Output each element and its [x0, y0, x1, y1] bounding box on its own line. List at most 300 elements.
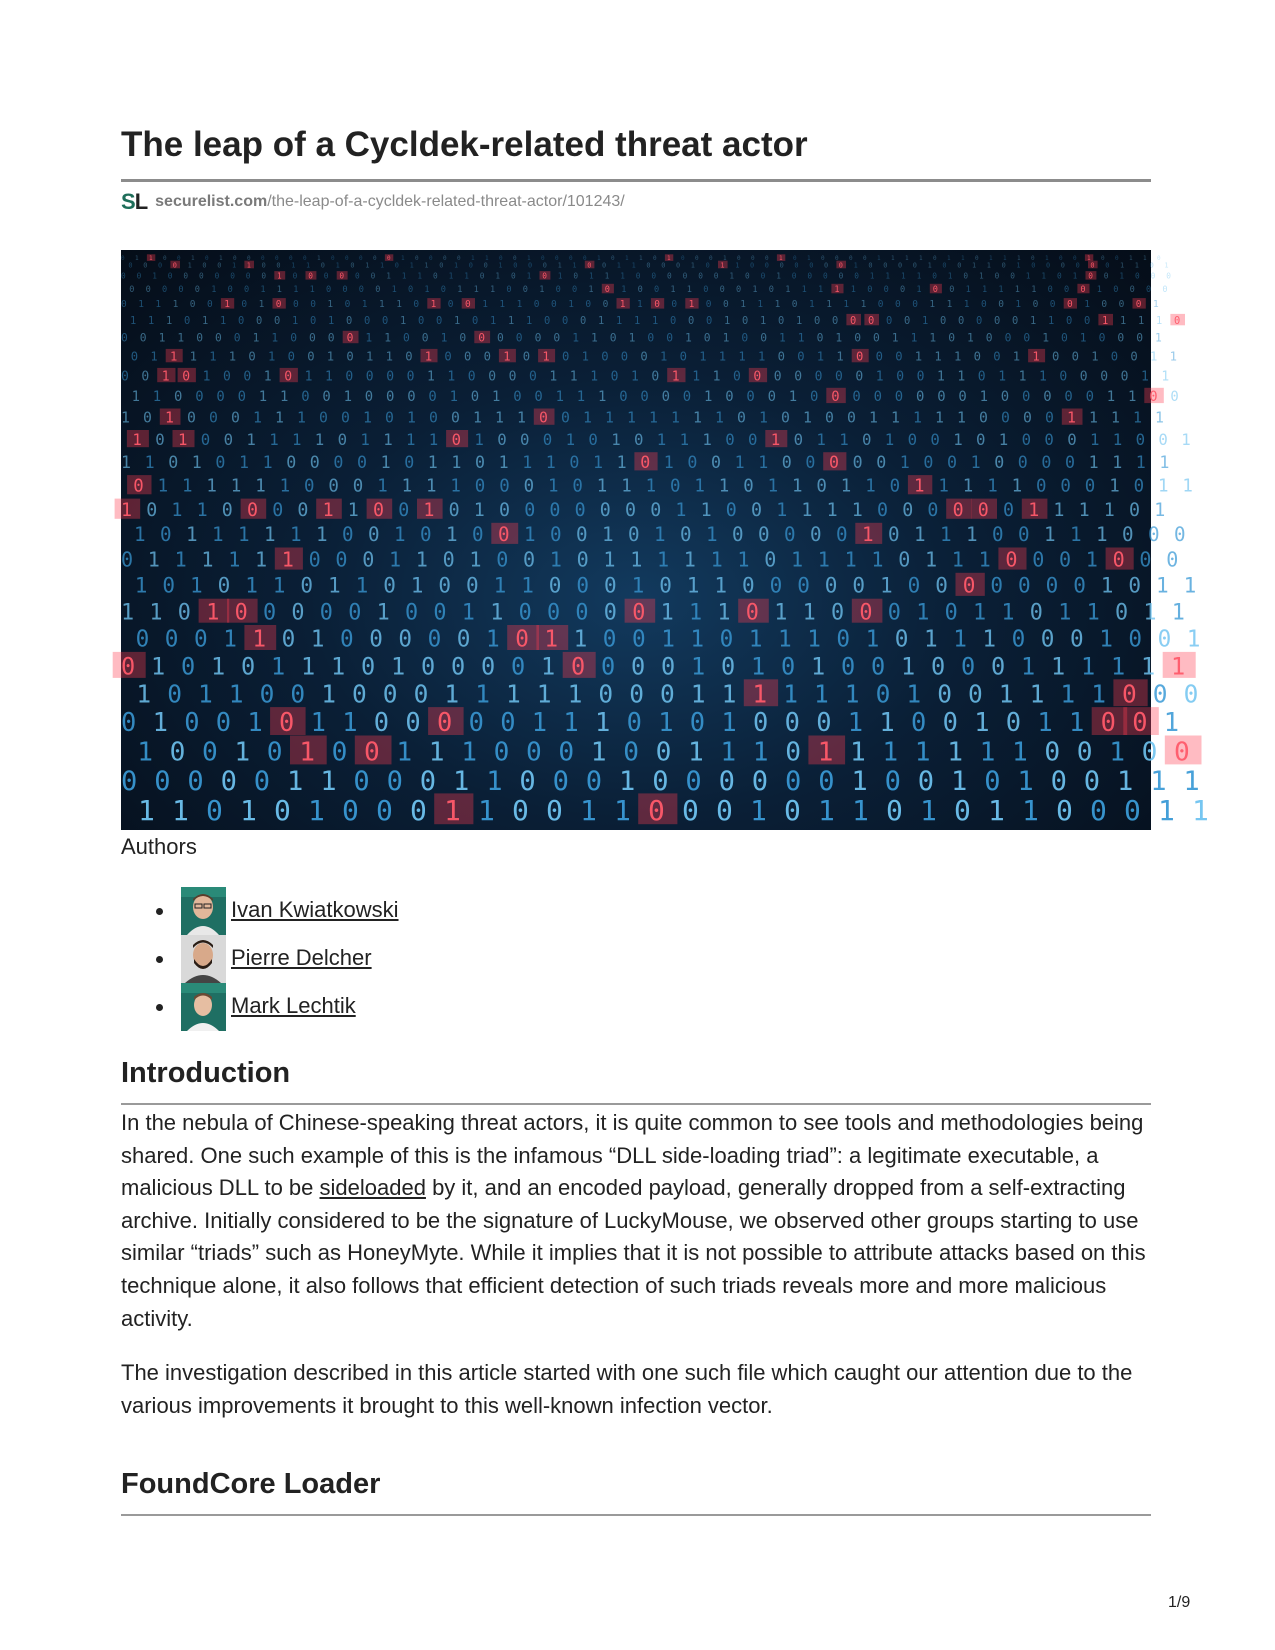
svg-text:1: 1	[689, 600, 703, 626]
svg-text:0: 0	[785, 766, 802, 797]
svg-text:1: 1	[982, 285, 988, 295]
svg-text:0: 0	[433, 600, 447, 626]
svg-text:0: 0	[169, 737, 186, 768]
svg-text:0: 0	[758, 523, 770, 546]
svg-text:0: 0	[547, 600, 561, 626]
svg-text:0: 0	[993, 349, 1001, 364]
svg-text:1: 1	[929, 331, 937, 345]
svg-text:0: 0	[631, 652, 646, 681]
source-domain: securelist.com	[155, 193, 268, 210]
svg-text:0: 0	[751, 766, 769, 797]
svg-text:0: 0	[875, 349, 883, 364]
svg-text:0: 0	[580, 314, 587, 327]
svg-text:0: 0	[992, 523, 1004, 546]
svg-text:0: 0	[292, 271, 298, 281]
svg-text:0: 0	[403, 331, 410, 345]
svg-text:0: 0	[778, 314, 785, 327]
svg-text:0: 0	[753, 707, 769, 738]
svg-text:0: 0	[290, 331, 298, 345]
svg-text:0: 0	[350, 261, 355, 270]
svg-text:0: 0	[440, 285, 446, 295]
svg-text:1: 1	[316, 523, 328, 546]
svg-text:1: 1	[1119, 271, 1125, 281]
svg-text:1: 1	[1001, 600, 1015, 626]
svg-text:1: 1	[580, 794, 597, 827]
svg-text:0: 0	[341, 409, 350, 427]
svg-text:0: 0	[609, 331, 617, 345]
svg-text:0: 0	[143, 409, 152, 427]
svg-text:1: 1	[366, 349, 374, 364]
svg-text:0: 0	[610, 369, 619, 385]
svg-text:0: 0	[576, 547, 589, 572]
svg-text:0: 0	[544, 314, 551, 327]
svg-text:0: 0	[640, 452, 651, 472]
svg-text:1: 1	[1069, 707, 1085, 738]
svg-text:0: 0	[261, 255, 265, 262]
svg-text:0: 0	[259, 679, 275, 709]
svg-text:1: 1	[998, 285, 1004, 295]
svg-text:0: 0	[457, 255, 461, 262]
svg-text:1: 1	[473, 500, 485, 521]
svg-text:1: 1	[228, 679, 244, 709]
svg-text:0: 0	[695, 255, 699, 262]
svg-text:1: 1	[899, 452, 910, 472]
svg-text:0: 0	[1060, 261, 1065, 270]
svg-text:0: 0	[868, 261, 873, 270]
svg-text:1: 1	[1128, 389, 1137, 405]
sideloaded-link[interactable]: sideloaded	[319, 1175, 426, 1201]
svg-text:0: 0	[784, 707, 800, 738]
svg-text:1: 1	[660, 349, 668, 364]
svg-text:1: 1	[853, 261, 858, 270]
source-url[interactable]	[155, 193, 625, 211]
svg-text:0: 0	[162, 573, 176, 598]
svg-text:0: 0	[640, 349, 648, 364]
svg-text:0: 0	[713, 271, 719, 281]
svg-text:1: 1	[593, 452, 603, 472]
svg-text:1: 1	[690, 261, 695, 270]
svg-text:0: 0	[308, 547, 321, 572]
svg-text:1: 1	[914, 349, 923, 364]
svg-text:0: 0	[751, 255, 755, 262]
svg-text:0: 0	[364, 389, 374, 405]
svg-text:1: 1	[924, 626, 938, 653]
svg-text:1: 1	[850, 285, 856, 295]
svg-text:1: 1	[224, 299, 230, 311]
svg-text:0: 0	[215, 707, 232, 738]
svg-text:1: 1	[891, 255, 895, 262]
svg-text:1: 1	[737, 547, 750, 572]
svg-text:1: 1	[779, 255, 783, 262]
svg-text:1: 1	[1181, 429, 1191, 449]
svg-text:1: 1	[927, 261, 932, 270]
svg-text:0: 0	[526, 737, 542, 768]
svg-text:1: 1	[178, 429, 188, 449]
svg-text:1: 1	[565, 429, 576, 449]
svg-text:1: 1	[710, 547, 723, 572]
svg-text:1: 1	[875, 369, 884, 385]
svg-text:0: 0	[558, 737, 575, 768]
svg-text:1: 1	[877, 255, 881, 262]
svg-text:0: 0	[1152, 679, 1168, 709]
svg-text:1: 1	[953, 429, 963, 449]
svg-text:0: 0	[443, 255, 447, 262]
svg-text:1: 1	[922, 314, 929, 327]
svg-text:0: 0	[1003, 500, 1015, 521]
svg-text:1: 1	[454, 261, 459, 270]
svg-text:1: 1	[954, 349, 962, 364]
svg-text:0: 0	[767, 389, 776, 405]
svg-text:0: 0	[468, 261, 473, 270]
svg-text:0: 0	[158, 261, 163, 270]
svg-text:0: 0	[1067, 299, 1073, 311]
svg-text:1: 1	[818, 285, 824, 295]
svg-text:1: 1	[314, 429, 325, 449]
svg-text:1: 1	[693, 409, 702, 427]
svg-text:0: 0	[220, 766, 237, 797]
svg-text:0: 0	[533, 299, 540, 311]
svg-text:0: 0	[760, 331, 768, 345]
svg-text:0: 0	[721, 652, 736, 681]
svg-text:1: 1	[807, 626, 821, 653]
svg-text:0: 0	[764, 261, 769, 270]
svg-text:0: 0	[569, 452, 580, 472]
svg-text:1: 1	[144, 452, 155, 472]
svg-text:0: 0	[522, 349, 531, 364]
svg-text:1: 1	[715, 409, 724, 427]
svg-text:0: 0	[437, 707, 453, 738]
svg-text:0: 0	[1031, 261, 1036, 270]
svg-text:1: 1	[634, 314, 641, 327]
svg-text:0: 0	[342, 794, 359, 827]
svg-text:0: 0	[429, 409, 438, 427]
svg-text:1: 1	[865, 626, 880, 653]
svg-text:0: 0	[930, 429, 940, 449]
svg-text:0: 0	[832, 314, 839, 327]
svg-text:0: 0	[732, 523, 744, 546]
svg-text:0: 0	[952, 500, 964, 521]
svg-text:0: 0	[793, 429, 804, 449]
svg-text:1: 1	[246, 261, 251, 270]
author-link[interactable]: Pierre Delcher	[231, 945, 372, 970]
svg-text:0: 0	[1061, 331, 1068, 345]
svg-text:1: 1	[604, 271, 610, 281]
svg-text:1: 1	[262, 452, 273, 472]
svg-text:0: 0	[629, 679, 644, 709]
svg-text:0: 0	[760, 271, 766, 281]
svg-text:1: 1	[937, 369, 945, 385]
svg-text:1: 1	[947, 271, 953, 281]
svg-text:1: 1	[258, 389, 268, 405]
svg-text:0: 0	[873, 331, 880, 345]
svg-text:1: 1	[1011, 476, 1023, 497]
svg-text:0: 0	[497, 331, 504, 345]
svg-text:1: 1	[843, 299, 850, 311]
svg-text:0: 0	[1059, 255, 1063, 262]
svg-text:1: 1	[1053, 500, 1065, 521]
svg-text:1: 1	[239, 452, 249, 472]
svg-text:1: 1	[891, 331, 899, 345]
svg-text:0: 0	[447, 299, 454, 311]
svg-text:1: 1	[814, 679, 829, 709]
svg-text:0: 0	[472, 523, 484, 546]
svg-text:1: 1	[802, 600, 816, 626]
svg-text:1: 1	[149, 255, 153, 262]
svg-text:1: 1	[424, 285, 430, 295]
svg-text:1: 1	[998, 429, 1009, 449]
svg-text:0: 0	[415, 255, 419, 262]
svg-text:0: 0	[849, 255, 853, 262]
svg-text:1: 1	[401, 476, 413, 497]
svg-text:0: 0	[500, 707, 516, 738]
svg-text:1: 1	[281, 547, 294, 572]
svg-text:1: 1	[826, 500, 838, 521]
svg-text:0: 0	[233, 255, 237, 262]
svg-text:1: 1	[621, 285, 627, 295]
svg-text:1: 1	[1186, 626, 1201, 653]
svg-text:1: 1	[475, 679, 490, 709]
svg-text:1: 1	[130, 314, 137, 327]
svg-text:0: 0	[1120, 369, 1129, 385]
svg-text:0: 0	[361, 652, 376, 681]
svg-text:0: 0	[346, 314, 353, 327]
svg-text:1: 1	[508, 314, 515, 327]
svg-text:1: 1	[516, 299, 523, 311]
svg-text:1: 1	[498, 452, 509, 472]
svg-text:0: 0	[154, 766, 171, 797]
svg-text:0: 0	[281, 626, 296, 653]
svg-text:1: 1	[722, 331, 730, 345]
svg-text:1: 1	[583, 409, 592, 427]
svg-text:1: 1	[589, 271, 594, 281]
svg-text:0: 0	[130, 349, 139, 364]
author-avatar[interactable]	[181, 935, 226, 983]
svg-text:0: 0	[807, 271, 813, 281]
svg-text:1: 1	[699, 349, 707, 364]
svg-text:1: 1	[401, 255, 405, 262]
svg-text:1: 1	[914, 737, 931, 768]
svg-text:0: 0	[791, 299, 798, 311]
svg-text:1: 1	[836, 349, 844, 364]
svg-text:0: 0	[429, 255, 433, 262]
svg-text:1: 1	[326, 349, 335, 364]
svg-text:0: 0	[290, 679, 306, 709]
svg-text:0: 0	[703, 331, 711, 345]
svg-text:0: 0	[963, 271, 969, 281]
author-avatar[interactable]	[181, 983, 226, 1031]
svg-text:0: 0	[274, 794, 291, 827]
svg-text:1: 1	[1143, 600, 1157, 626]
svg-text:1: 1	[490, 285, 496, 295]
svg-text:0: 0	[583, 255, 587, 262]
svg-text:1: 1	[757, 299, 764, 311]
svg-text:0: 0	[464, 349, 472, 364]
svg-text:1: 1	[1084, 299, 1090, 311]
svg-text:0: 0	[742, 314, 749, 327]
svg-text:0: 0	[1139, 547, 1152, 572]
svg-text:0: 0	[954, 794, 971, 827]
svg-text:0: 0	[405, 600, 419, 626]
svg-text:1: 1	[360, 429, 370, 449]
svg-text:1: 1	[816, 349, 825, 364]
svg-text:1: 1	[729, 271, 735, 281]
author-link[interactable]: Mark Lechtik	[231, 993, 356, 1018]
svg-text:1: 1	[310, 626, 325, 653]
svg-text:0: 0	[1029, 600, 1043, 626]
svg-text:1: 1	[1037, 707, 1053, 738]
bullet-icon	[156, 908, 163, 915]
svg-text:0: 0	[647, 331, 655, 345]
svg-text:1: 1	[309, 285, 315, 295]
svg-text:0: 0	[940, 314, 947, 327]
svg-text:1: 1	[165, 409, 174, 427]
svg-text:1: 1	[1183, 573, 1197, 598]
svg-text:1: 1	[934, 349, 942, 364]
svg-text:0: 0	[261, 261, 266, 270]
svg-text:0: 0	[386, 389, 395, 405]
svg-text:1: 1	[818, 794, 835, 827]
svg-text:0: 0	[990, 573, 1004, 598]
svg-text:1: 1	[461, 737, 477, 768]
svg-text:1: 1	[973, 600, 987, 626]
svg-text:1: 1	[834, 285, 840, 295]
svg-text:1: 1	[1192, 794, 1209, 827]
svg-text:1: 1	[299, 737, 315, 768]
source-line[interactable]	[121, 189, 625, 215]
svg-text:0: 0	[468, 707, 484, 738]
svg-text:0: 0	[598, 679, 614, 709]
svg-text:0: 0	[472, 314, 479, 327]
svg-text:1: 1	[792, 476, 803, 497]
svg-text:1: 1	[206, 600, 220, 626]
svg-text:0: 0	[184, 707, 200, 738]
svg-text:0: 0	[1075, 261, 1080, 270]
svg-text:0: 0	[287, 349, 295, 364]
svg-text:0: 0	[917, 766, 935, 797]
svg-text:0: 0	[855, 369, 864, 385]
svg-text:1: 1	[671, 369, 680, 385]
svg-text:0: 0	[716, 794, 733, 827]
svg-text:1: 1	[517, 409, 526, 427]
svg-text:0: 0	[194, 285, 200, 295]
svg-text:0: 0	[654, 299, 660, 311]
svg-text:0: 0	[653, 255, 657, 262]
svg-text:0: 0	[238, 314, 245, 327]
svg-text:1: 1	[172, 794, 189, 827]
svg-text:0: 0	[133, 476, 144, 497]
svg-text:0: 0	[679, 349, 687, 364]
svg-text:1: 1	[1109, 476, 1120, 497]
svg-text:0: 0	[907, 573, 921, 598]
svg-text:0: 0	[894, 389, 904, 405]
svg-text:1: 1	[198, 679, 213, 709]
svg-text:0: 0	[335, 547, 348, 572]
svg-text:1: 1	[1048, 314, 1055, 327]
svg-text:1: 1	[1171, 600, 1185, 626]
svg-text:0: 0	[498, 523, 510, 546]
svg-text:0: 0	[748, 429, 758, 449]
svg-text:0: 0	[981, 299, 987, 311]
svg-text:1: 1	[151, 652, 166, 681]
svg-text:1: 1	[850, 737, 866, 768]
svg-text:1: 1	[735, 261, 740, 270]
svg-text:1: 1	[671, 409, 680, 427]
svg-text:0: 0	[977, 369, 986, 385]
svg-text:1: 1	[852, 794, 869, 827]
author-avatar[interactable]	[181, 887, 226, 935]
svg-text:0: 0	[604, 573, 617, 598]
svg-text:1: 1	[835, 331, 843, 345]
svg-text:0: 0	[572, 285, 578, 295]
svg-text:0: 0	[456, 626, 471, 653]
svg-text:1: 1	[967, 331, 974, 345]
svg-text:0: 0	[244, 285, 250, 295]
svg-text:0: 0	[1124, 794, 1141, 827]
svg-text:0: 0	[1018, 573, 1031, 598]
svg-text:1: 1	[974, 707, 990, 738]
svg-text:1: 1	[415, 547, 428, 572]
svg-text:1: 1	[206, 476, 217, 497]
svg-text:0: 0	[160, 523, 172, 546]
svg-text:1: 1	[913, 409, 922, 427]
svg-text:1: 1	[767, 476, 779, 497]
svg-text:0: 0	[852, 452, 863, 472]
svg-text:1: 1	[770, 429, 781, 449]
svg-text:0: 0	[781, 452, 792, 472]
svg-text:0: 0	[816, 476, 827, 497]
svg-text:1: 1	[712, 369, 721, 385]
svg-text:0: 0	[182, 369, 191, 385]
svg-text:1: 1	[189, 349, 197, 364]
svg-text:1: 1	[209, 349, 217, 364]
svg-text:0: 0	[352, 476, 364, 497]
svg-text:1: 1	[325, 369, 333, 385]
svg-text:0: 0	[528, 261, 533, 270]
svg-text:1: 1	[951, 547, 964, 572]
svg-text:0: 0	[339, 271, 345, 281]
svg-text:0: 0	[357, 452, 367, 472]
svg-text:0: 0	[348, 600, 362, 626]
svg-text:0: 0	[719, 626, 734, 653]
svg-text:1: 1	[979, 737, 996, 768]
svg-text:1: 1	[947, 737, 963, 768]
svg-text:0: 0	[1070, 626, 1084, 653]
svg-text:0: 0	[949, 285, 955, 295]
svg-text:0: 0	[1032, 299, 1039, 311]
svg-text:0: 0	[637, 285, 643, 295]
svg-text:0: 0	[821, 255, 825, 262]
svg-text:0: 0	[814, 314, 821, 327]
svg-text:0: 0	[877, 500, 889, 521]
svg-text:1: 1	[760, 314, 767, 327]
author-link[interactable]: Ivan Kwiatkowski	[231, 897, 399, 922]
svg-text:0: 0	[1031, 255, 1035, 262]
svg-text:0: 0	[308, 271, 313, 281]
svg-text:1: 1	[847, 707, 864, 738]
svg-text:0: 0	[518, 600, 532, 626]
svg-text:0: 0	[135, 626, 150, 653]
svg-text:1: 1	[464, 271, 469, 281]
svg-text:0: 0	[515, 331, 523, 345]
svg-text:0: 0	[816, 331, 824, 345]
svg-text:1: 1	[1089, 409, 1098, 427]
svg-text:1: 1	[691, 652, 706, 681]
svg-text:1: 1	[957, 369, 966, 385]
svg-text:0: 0	[344, 299, 351, 311]
svg-text:1: 1	[809, 299, 815, 311]
svg-text:0: 0	[340, 626, 354, 653]
svg-text:1: 1	[1072, 271, 1078, 281]
